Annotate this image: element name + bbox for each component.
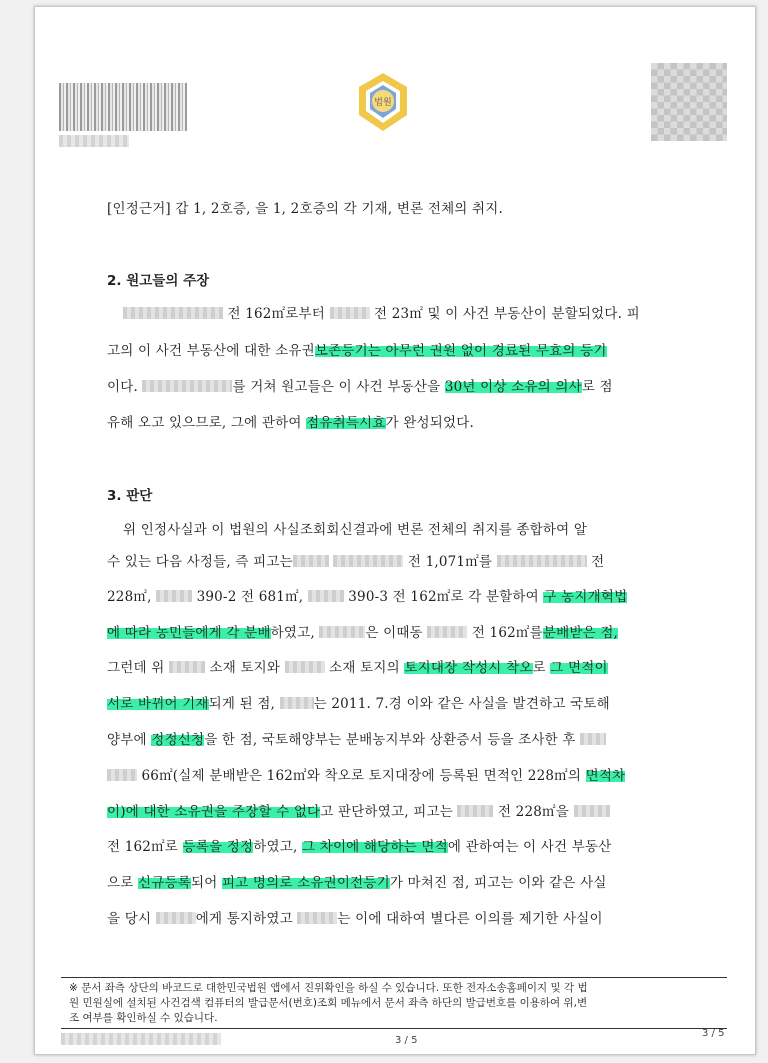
notice-line-2: 원 민원실에 설치된 사건검색 컴퓨터의 발급문서(번호)조회 메뉴에서 문서 좌측 하단의 발급번호를 이용하여 위,변 bbox=[69, 997, 588, 1009]
barcode bbox=[59, 83, 187, 131]
s3-line-2: 수 있는 다음 사정들, 즉 피고는 전 1,071㎡를 전 bbox=[107, 554, 605, 570]
s3-line-5: 그런데 위 소재 토지와 소재 토지의 토지대장 작성시 착오로 그 면적이 bbox=[107, 660, 608, 676]
s3-line-10: 전 162㎡로 등록을 정정하였고, 그 차이에 해당하는 면적에 관하여는 이 사건 부동산 bbox=[107, 839, 612, 855]
page-number: 3 / 5 bbox=[395, 1035, 418, 1046]
notice-line-1: ※ 문서 좌측 상단의 바코드로 대한민국법원 앱에서 진위확인을 하실 수 있습니다. 또한 전자소송홈페이지 및 각 법 bbox=[69, 982, 588, 994]
page-indicator-corner: 3 / 5 bbox=[702, 1028, 725, 1039]
section-2-heading: 2. 원고들의 주장 bbox=[107, 273, 210, 289]
s3-line-6: 서로 바뀌어 기재되게 된 점, 는 2011. 7.경 이와 같은 사실을 발견하고 국토해 bbox=[107, 696, 610, 712]
s3-line-4: 에 따라 농민들에게 각 분배하였고, 은 이때동 전 162㎡를분배받은 점, bbox=[107, 625, 619, 641]
redacted-issue-number bbox=[61, 1033, 221, 1045]
s2-line-2: 고의 이 사건 부동산에 대한 소유권보존등기는 아무런 권원 없이 경료된 무효의 등기 bbox=[107, 343, 607, 359]
s3-line-7: 양부에 정정신청을 한 점, 국토해양부는 분배농지부와 상환증서 등을 조사한 후 bbox=[107, 730, 677, 750]
redacted-barcode-number bbox=[59, 135, 129, 147]
s3-line-9: 이)에 대한 소유권을 주장할 수 없다고 판단하였고, 피고는 전 228㎡을 bbox=[107, 802, 677, 822]
redacted-qr-code bbox=[651, 63, 727, 141]
s3-line-3: 228㎡, 390-2 전 681㎡, 390-3 전 162㎡로 각 분할하여 구 농지개혁법 bbox=[107, 589, 628, 605]
s3-line-1: 위 인정사실과 이 법원의 사실조회회신결과에 변론 전체의 취지를 종합하여 알 bbox=[123, 522, 588, 538]
s3-line-12: 을 당시 에게 통지하였고 는 이에 대하여 별다른 이의를 제기한 사실이 bbox=[107, 911, 603, 927]
s2-line-1: 전 162㎡로부터 전 23㎡ 및 이 사건 부동산이 분할되었다. 피 bbox=[123, 304, 677, 324]
authenticity-notice bbox=[61, 977, 727, 1029]
document-page bbox=[34, 6, 756, 1055]
s3-line-8: 66㎡(실제 분배받은 162㎡와 착오로 토지대장에 등록된 면적인 228㎡의 면적차 bbox=[107, 766, 677, 786]
section-3-heading: 3. 판단 bbox=[107, 488, 153, 504]
recognition-basis-line: [인정근거] 갑 1, 2호증, 을 1, 2호증의 각 기재, 변론 전체의 취지. bbox=[107, 201, 504, 217]
s2-line-4: 유해 오고 있으므로, 그에 관하여 점유취득시효가 완성되었다. bbox=[107, 415, 474, 431]
svg-text:법원: 법원 bbox=[374, 98, 392, 108]
court-seal-icon bbox=[353, 71, 413, 135]
s3-line-11: 으로 신규등록되어 피고 명의로 소유권이전등기가 마쳐진 점, 피고는 이와 같은 사실 bbox=[107, 875, 607, 891]
s2-line-3: 이다. 를 거쳐 원고들은 이 사건 부동산을 30년 이상 소유의 의사로 점 bbox=[107, 379, 613, 395]
notice-line-3: 조 여부를 확인하실 수 있습니다. bbox=[69, 1012, 218, 1024]
